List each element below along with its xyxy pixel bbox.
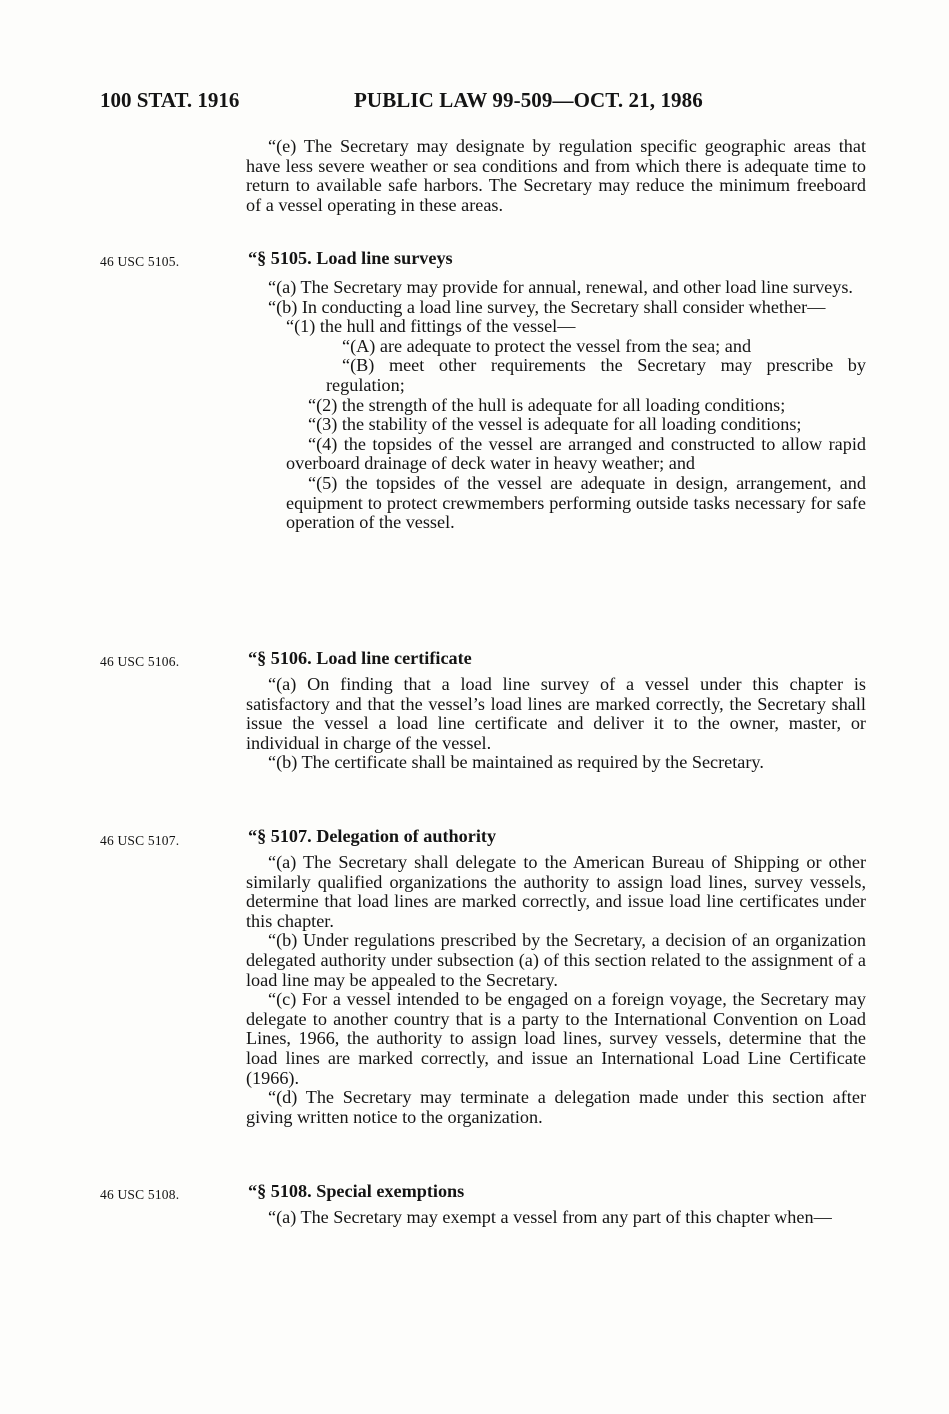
subparagraph-3: “(3) the stability of the vessel is adequate for all loading conditions; — [308, 414, 802, 435]
section-5107-block — [246, 853, 866, 1127]
margin-note-5107: 46 USC 5107. — [100, 833, 180, 848]
paragraph-b: “(b) The certificate shall be maintained as required by the Secretary. — [268, 752, 764, 773]
paragraph-a: “(a) The Secretary may exempt a vessel from any part of this chapter when— — [268, 1207, 832, 1227]
section-5104-block — [246, 137, 866, 215]
paragraph-e: “(e) The Secretary may designate by regulation specific geographic areas that have less severe weather or sea conditions and from which there is adequate time to return to available safe harbors. The Secretary may reduce the minimum freeboard of a vessel operating in these areas. — [246, 136, 866, 215]
subparagraph-1: “(1) the hull and fittings of the vessel— — [286, 316, 576, 337]
paragraph-a: “(a) The Secretary may provide for annual, renewal, and other load line surveys. — [268, 277, 853, 297]
statute-citation: 100 STAT. 1916 — [100, 88, 240, 112]
paragraph-b: “(b) Under regulations prescribed by the Secretary, a decision of an organization delegated authority under subsection (a) of this section related to the assignment of a load line may be appealed to the Secretary. — [246, 930, 866, 990]
paragraph-b: “(b) In conducting a load line survey, the Secretary shall consider whether— — [268, 296, 826, 317]
subparagraph-4: “(4) the topsides of the vessel are arranged and constructed to allow rapid overboard drainage of deck water in heavy weather; and — [286, 433, 866, 474]
page-header — [100, 88, 870, 116]
section-5108-block — [246, 1208, 866, 1228]
margin-note-5105: 46 USC 5105. — [100, 254, 180, 269]
section-heading-5105: “§ 5105. Load line surveys — [248, 248, 453, 268]
margin-note-5108: 46 USC 5108. — [100, 1187, 180, 1202]
public-law-title: PUBLIC LAW 99-509—OCT. 21, 1986 — [354, 88, 703, 112]
paragraph-a: “(a) On finding that a load line survey of a vessel under this chapter is satisfactory and that the vessel’s load lines are marked correctly, the Secretary shall issue the vessel a load line certificate and deliver it to the owner, master, or individual in charge of the vessel. — [246, 674, 866, 753]
margin-note-5106: 46 USC 5106. — [100, 654, 180, 669]
clause-B: “(B) meet other requirements the Secretary may prescribe by regulation; — [326, 355, 866, 395]
paragraph-a: “(a) The Secretary shall delegate to the American Bureau of Shipping or other similarly qualified organizations the authority to assign load lines, survey vessels, determine that load lines are marked correctly, and issue load line certificates under this chapter. — [246, 852, 866, 931]
paragraph-c: “(c) For a vessel intended to be engaged on a foreign voyage, the Secretary may delegate to another country that is a party to the International Convention on Load Lines, 1966, the authority to assign load lines, survey vessels, determine that the load lines are marked correctly, and issue an International Load Line Certificate (1966). — [246, 989, 866, 1088]
section-5105-block — [246, 278, 866, 533]
clause-A: “(A) are adequate to protect the vessel from the sea; and — [342, 335, 752, 356]
subparagraph-5: “(5) the topsides of the vessel are adequate in design, arrangement, and equipment to protect crewmembers performing outside tasks necessary for safe operation of the vessel. — [286, 472, 866, 533]
subparagraph-2: “(2) the strength of the hull is adequate for all loading conditions; — [308, 394, 786, 415]
section-heading-5107: “§ 5107. Delegation of authority — [248, 826, 497, 846]
section-5106-block — [246, 675, 866, 773]
section-heading-5106: “§ 5106. Load line certificate — [248, 648, 472, 668]
section-heading-5108: “§ 5108. Special exemptions — [248, 1181, 465, 1201]
paragraph-d: “(d) The Secretary may terminate a delegation made under this section after giving written notice to the organization. — [246, 1087, 866, 1127]
